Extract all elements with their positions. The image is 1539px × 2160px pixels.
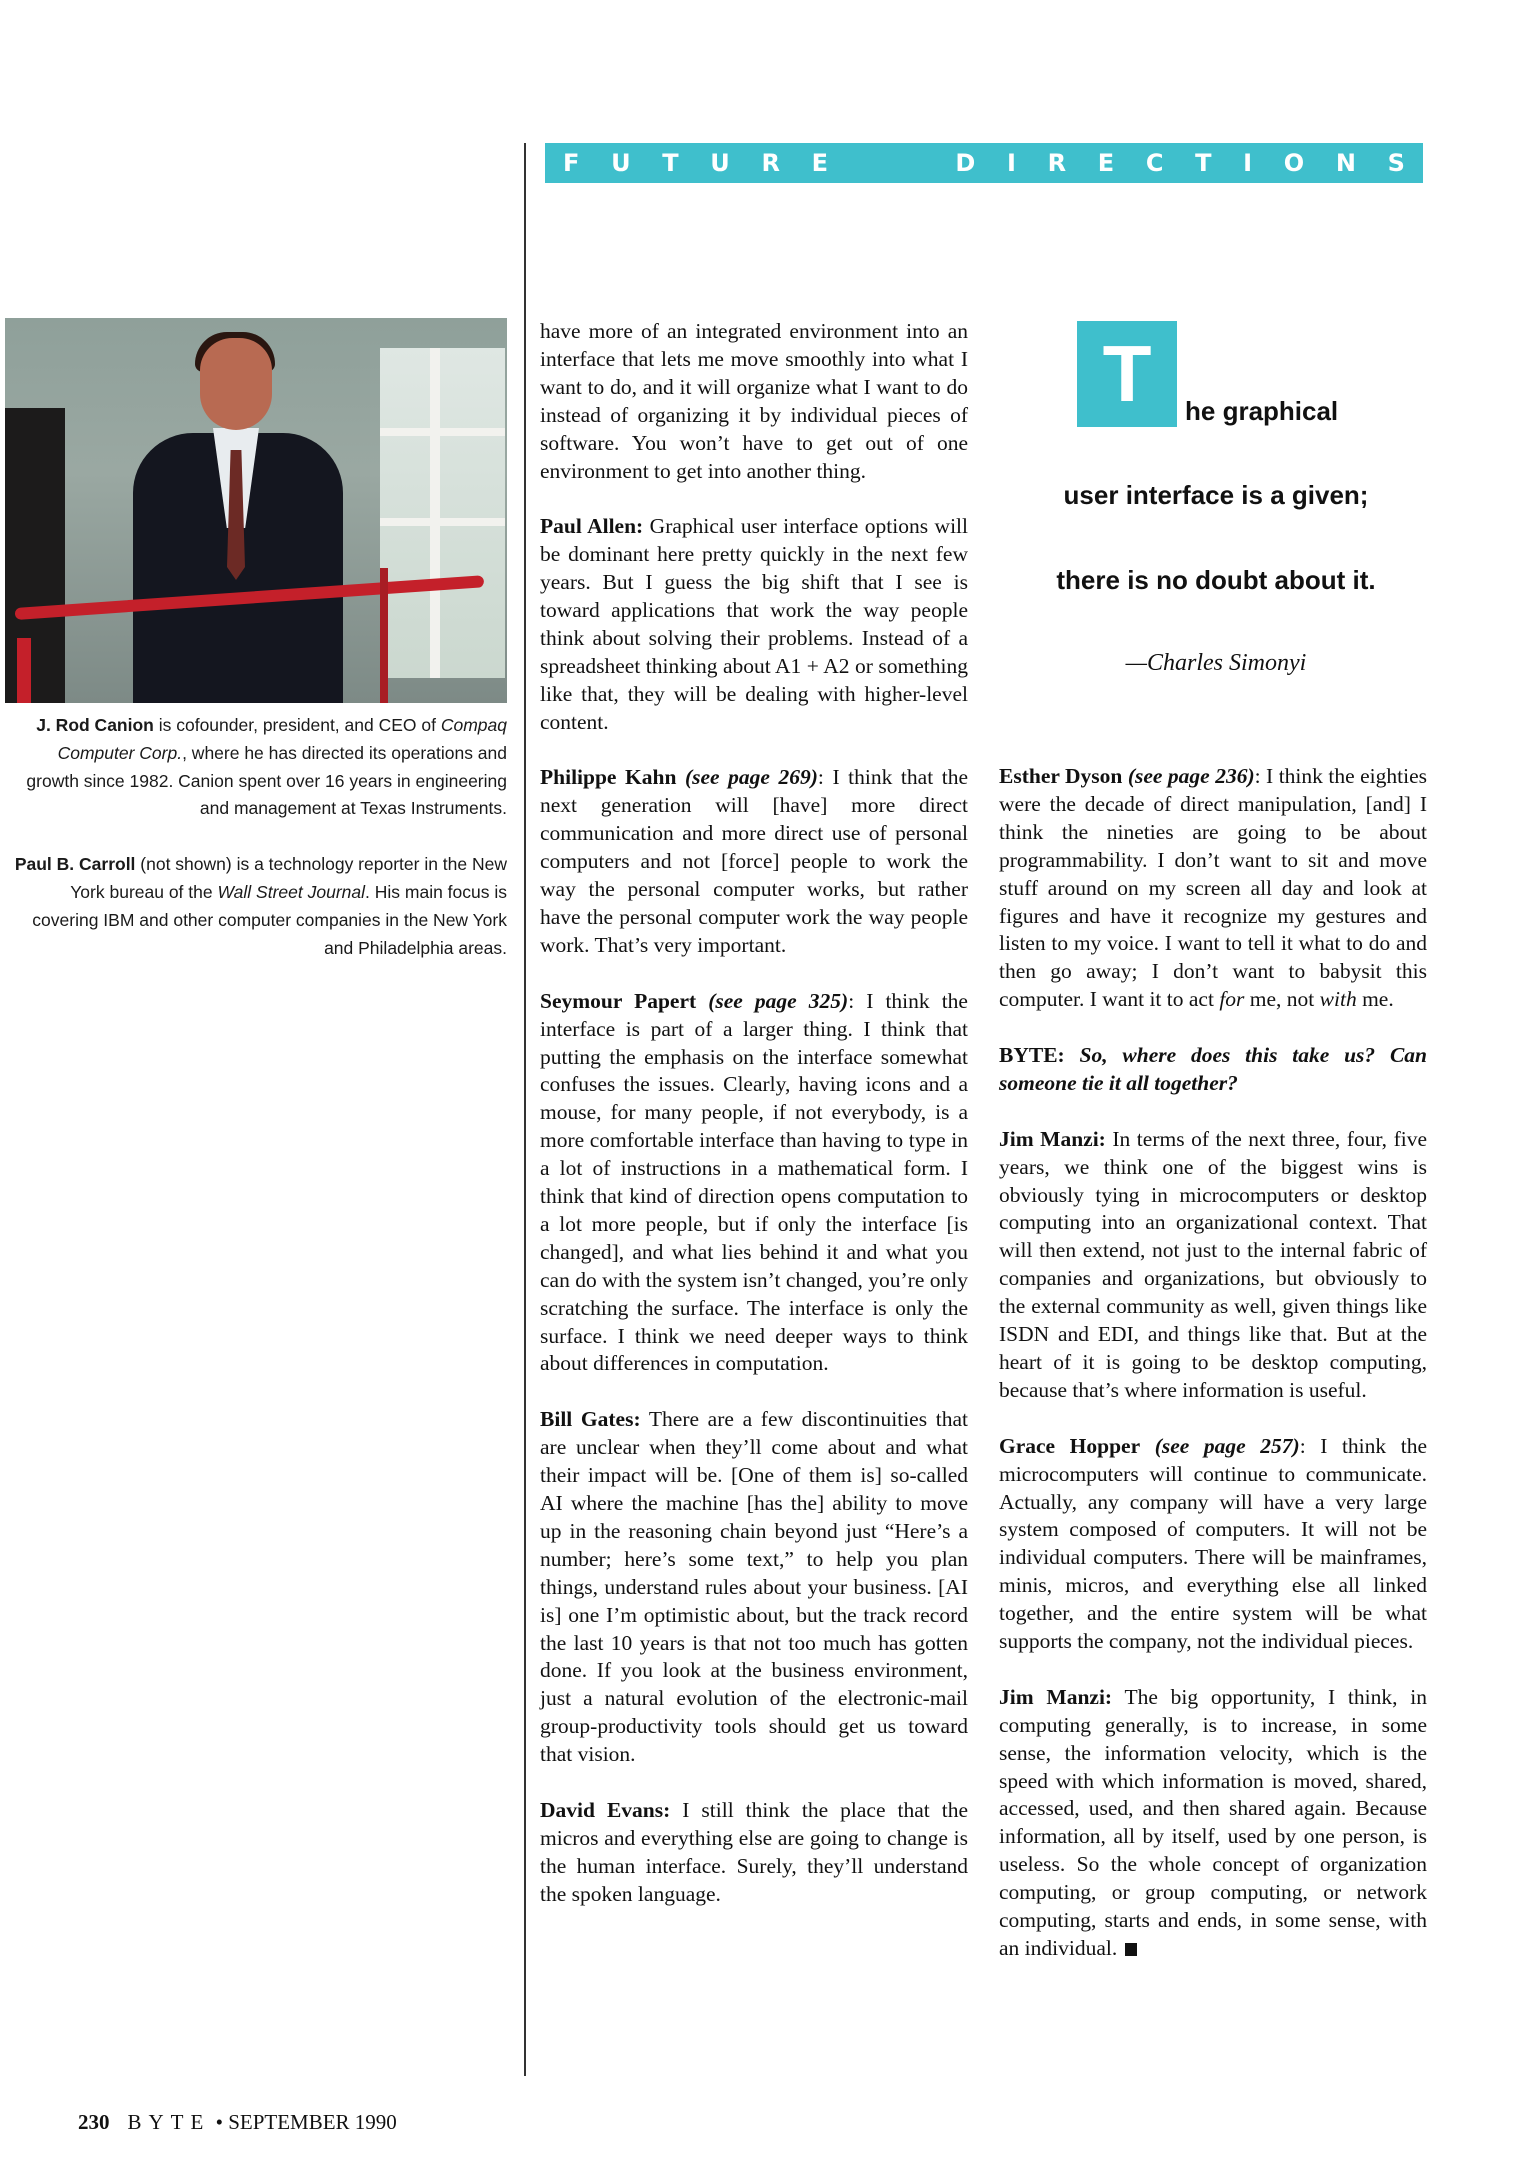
speaker-name: Paul Allen: <box>540 514 644 539</box>
banner-letter: N <box>1335 149 1356 177</box>
banner-letter: U <box>710 149 730 177</box>
pull-quote-line: there is no doubt about it. <box>1056 565 1376 595</box>
paragraph-text: : I think the interface is part of a larger thing. I think that putting the emphasis on the interface somewhat confuses the issues. Clearly, having icons and a mouse, for many people, if not everybody, is a more comfortable interface than having to type in a lot of instructions in a mathematical form. I think that kind of direction opens computation to a lot more people, but if only the interface [is changed], and what lies behind it and what you can do with the system isn’t changed, you’re only scratching the surface. The interface is only the surface. I think we need deeper ways to think about differences in computation. <box>540 988 968 1376</box>
paragraph-text: : I think that the next generation will [have] more direct communication and more direct use of personal computers and not [force] people to work the way the personal computer works, but rather have the personal computer work the way people work. That’s very important. <box>540 765 968 957</box>
paragraph-text: Graphical user interface options will be dominant here pretty quickly in the next few years. But I guess the big shift that I see is toward applications that work the way people think about solving their problems. Instead of a spreadsheet thinking about A1 + A2 or something like that, they will be dealing with higher-level content. <box>540 514 968 734</box>
column-divider <box>524 143 526 2076</box>
portrait-photo <box>5 318 507 703</box>
interviewer-question: So, where does this take us? Can someone tie it all together? <box>999 1043 1427 1095</box>
caption-carroll <box>10 851 507 962</box>
page-reference: (see page 257) <box>1140 1433 1300 1458</box>
speaker-name: Grace Hopper <box>999 1433 1141 1458</box>
caption-text: (not shown) is a technology reporter in the New York bureau of the <box>70 854 507 902</box>
caption-name: J. Rod Canion <box>36 715 154 735</box>
banner-letter: O <box>1283 149 1305 177</box>
speaker-name: Philippe Kahn <box>540 765 677 790</box>
paragraph-seymour-papert <box>540 988 968 1379</box>
banner-letter: F <box>563 149 580 177</box>
speaker-name: Bill Gates: <box>540 1407 641 1432</box>
speaker-name: Esther Dyson <box>999 764 1123 788</box>
paragraph-text: There are a few discontinuities that are unclear when they’ll come about and what their impact will be. [One of them is] so-called AI where the machine [has the] ability to move up in the reasoning chain beyond just “Here’s a number; here’s some text,” to help you plan things, understand rules about your business. [AI is] one I’m optimistic about, but the track record the last 10 years is that not too much has gotten done. If you look at the business environment, just a natural evolution of the electronic-mail group-productivity tools should get us toward that vision. <box>540 1407 968 1767</box>
page-reference: (see page 269) <box>676 765 818 790</box>
speaker-name: Seymour Papert <box>540 988 697 1013</box>
caption-company: Compaq Computer Corp. <box>57 715 507 763</box>
emphasis: with <box>1319 987 1357 1012</box>
speaker-name: BYTE: <box>999 1043 1065 1068</box>
bullet-separator: • <box>215 2110 223 2134</box>
paragraph-continued <box>540 318 968 485</box>
banner-letter: C <box>1145 149 1164 177</box>
banner-letter: R <box>761 149 780 177</box>
issue-date: SEPTEMBER 1990 <box>228 2110 397 2134</box>
caption-name: Paul B. Carroll <box>14 854 136 875</box>
banner-letter: I <box>1006 149 1016 177</box>
pull-quote-line: user interface is a given; <box>1063 480 1369 510</box>
speaker-name: Jim Manzi: <box>999 1684 1113 1709</box>
photo-railing-post <box>380 568 388 703</box>
right-column <box>999 763 1427 1991</box>
caption-canion <box>10 712 507 823</box>
speaker-name: Jim Manzi: <box>999 1126 1106 1151</box>
paragraph-text: have more of an integrated environment into an interface that lets me move smoothly into what I want to do, and it will organize what I want to do instead of organizing it by individual pieces of software. You won’t have to get out of one environment to get into another thing. <box>540 319 968 483</box>
caption-text: , where he has directed its operations and growth since 1982. Canion spent over 16 years in engineering and management at Texas Instruments. <box>26 742 507 819</box>
emphasis: for <box>1219 987 1245 1012</box>
banner-letter: I <box>1243 149 1253 177</box>
page-reference: (see page 236) <box>1122 764 1255 788</box>
paragraph-philippe-kahn <box>540 764 968 959</box>
banner-letter: S <box>1387 149 1405 177</box>
paragraph-paul-allen <box>540 513 968 736</box>
paragraph-text: In terms of the next three, four, five years, we think one of the biggest wins is obviously tying in microcomputers or desktop computing into an organizational context. That will then extend, not just to the internal fabric of companies and organizations, but obviously to the external community as well, given things like ISDN and EDI, and things like that. But at the heart of it is going to be desktop computing, because that’s where information is useful. <box>999 1126 1427 1402</box>
photo-railing-post <box>17 638 31 703</box>
caption-text: . His main focus is covering IBM and other computer companies in the New York and Philadelphia areas. <box>32 881 507 958</box>
photo-window <box>380 348 505 678</box>
banner-letter: R <box>1047 149 1067 177</box>
paragraph-text: I still think the place that the micros and everything else are going to change is the human interface. Surely, they’ll understand the spoken language. <box>540 1797 968 1906</box>
paragraph-text: me, not <box>1244 987 1320 1012</box>
drop-cap: T <box>1077 321 1177 427</box>
photo-captions <box>10 712 507 990</box>
paragraph-text: me. <box>1356 987 1394 1012</box>
paragraph-byte-question <box>999 1042 1427 1098</box>
page-reference: (see page 325) <box>696 988 849 1013</box>
paragraph-jim-manzi <box>999 1126 1427 1405</box>
page-number: 230 <box>78 2110 110 2134</box>
banner-letter: U <box>611 149 631 177</box>
banner-letter: T <box>662 149 679 177</box>
pull-quote-line: he graphical <box>1185 396 1339 426</box>
caption-publication: Wall Street Journal <box>217 881 366 902</box>
banner-letter: T <box>1195 149 1212 177</box>
paragraph-text: : I think the microcomputers will continue to communicate. Actually, any company will have a very large system composed of computers. It will not be individual computers. There will be mainframes, minis, micros, and everything else all linked together, and the entire system will be what supports the company, not the individual pieces. <box>999 1433 1427 1654</box>
banner-letter: D <box>955 149 976 177</box>
photo-doorway <box>5 408 65 703</box>
pull-quote-attribution: —Charles Simonyi <box>1125 650 1307 676</box>
section-banner <box>545 143 1423 183</box>
paragraph-jim-manzi-2 <box>999 1684 1427 1963</box>
speaker-name: David Evans: <box>540 1797 671 1822</box>
middle-column <box>540 318 968 1936</box>
paragraph-text: The big opportunity, I think, in computing generally, is to increase, in some sense, the information velocity, which is the speed with which information is moved, shared, accessed, used, and then shared again. Because information, all by itself, used by one person, is useless. So the whole concept of organization computing, or group computing, or network computing, starts and ends, in some sense, with an individual. <box>999 1684 1428 1960</box>
magazine-name: BYTE <box>127 2110 211 2134</box>
page-footer <box>78 2110 397 2135</box>
paragraph-text: : I think the eighties were the decade of direct manipulation, [and] I think the nineties are going to be about programmability. I don’t want to sit and move stuff around on my screen all day and look at figures and have it recognize my gestures and listen to my voice. I want to tell it what to do and then go away; I don’t want to babysit this computer. I want it to act <box>999 764 1427 1012</box>
paragraph-david-evans <box>540 1797 968 1909</box>
paragraph-grace-hopper <box>999 1433 1427 1656</box>
caption-text: is cofounder, president, and CEO of <box>153 715 441 735</box>
banner-letter: E <box>1097 149 1115 177</box>
paragraph-esther-dyson <box>999 763 1427 1014</box>
paragraph-bill-gates <box>540 1406 968 1769</box>
banner-letter: E <box>811 149 829 177</box>
end-of-article-icon <box>1125 1943 1137 1956</box>
photo-face <box>200 338 272 430</box>
